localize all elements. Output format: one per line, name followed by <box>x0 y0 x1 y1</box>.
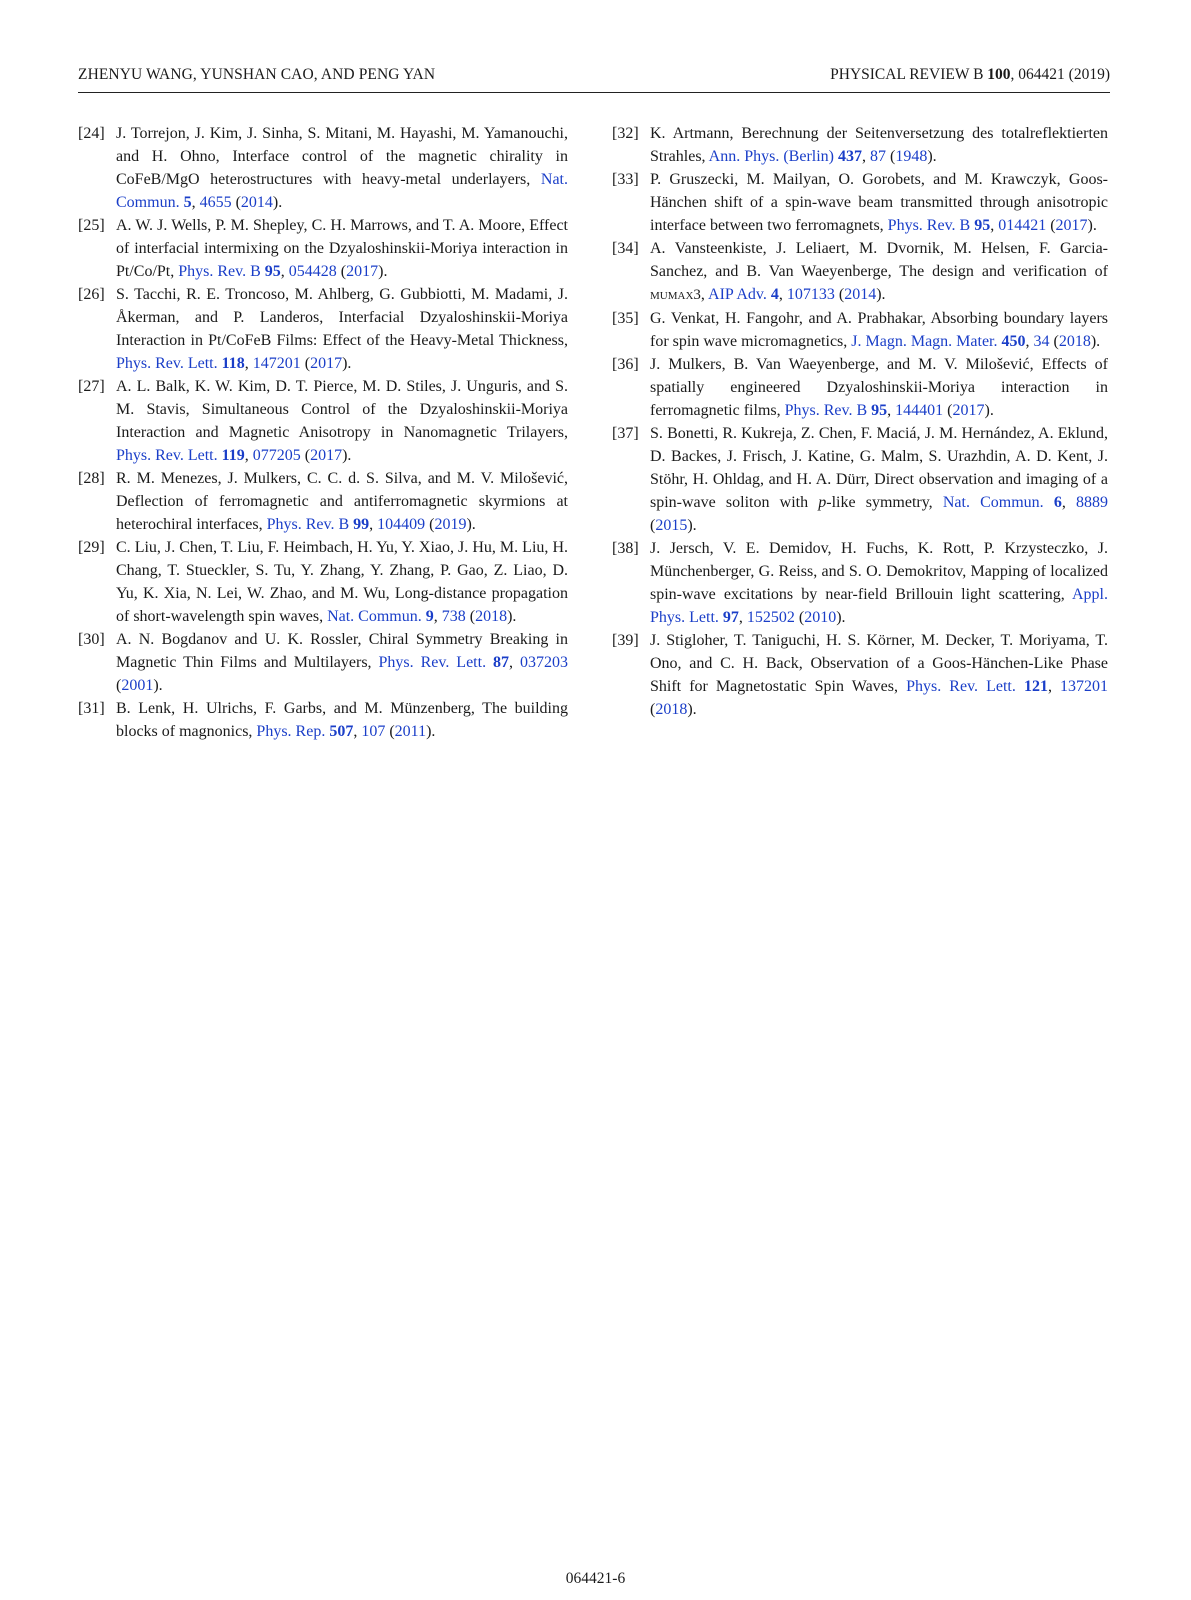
reference-text: S. Tacchi, R. E. Troncoso, M. Ahlberg, G. Gubbiotti, M. Madami, J. Åkerman, and P. Landeros, Interfacial Dzyaloshinskii-Moriya Interaction in Pt/CoFeB Films: Effect of the Heavy-Metal Thickness, <box>116 286 568 349</box>
references-left-column <box>78 122 568 743</box>
running-header <box>78 66 1110 93</box>
volume-link[interactable]: 4 <box>770 286 779 303</box>
journal-link[interactable]: J. Magn. Magn. Mater. <box>851 333 998 350</box>
journal-link[interactable]: Nat. Commun. <box>942 494 1044 511</box>
page-link[interactable]: 137201 <box>1060 678 1109 695</box>
reference-text: A. L. Balk, K. W. Kim, D. T. Pierce, M. D. Stiles, J. Unguris, and S. M. Stavis, Simultaneous Control of the Dzyaloshinskii-Moriya Interaction and Magnetic Anisotropy in Nanomagnetic Trilayers, <box>116 378 568 441</box>
reference-number: [35] <box>612 310 639 327</box>
reference-number: [28] <box>78 470 105 487</box>
reference-24: [24] J. Torrejon, J. Kim, J. Sinha, S. Mitani, M. Hayashi, M. Yamanouchi, and H. Ohno, Interface control of the magnetic chirality in CoFeB/MgO heterostructures with heavy-metal underlayers, Nat. Commun. 5, 4655 (2014). <box>78 122 568 214</box>
reference-text: R. M. Menezes, J. Mulkers, C. C. d. S. Silva, and M. V. Milošević, Deflection of ferromagnetic and antiferromagnetic skyrmions at heterochiral interfaces, <box>116 470 568 533</box>
volume-link[interactable]: 87 <box>493 654 510 671</box>
page-link[interactable]: 144401 <box>895 402 944 419</box>
reference-number: [25] <box>78 217 105 234</box>
page-link[interactable]: 34 <box>1033 333 1050 350</box>
volume-link[interactable]: 9 <box>425 608 434 625</box>
page-link[interactable]: 107 <box>361 723 386 740</box>
year-link[interactable]: 2018 <box>1058 333 1091 350</box>
reference-number: [38] <box>612 540 639 557</box>
page-link[interactable]: 037203 <box>520 654 569 671</box>
reference-number: [27] <box>78 378 105 395</box>
page-link[interactable]: 738 <box>441 608 466 625</box>
reference-26: [26] S. Tacchi, R. E. Troncoso, M. Ahlberg, G. Gubbiotti, M. Madami, J. Åkerman, and P. Landeros, Interfacial Dzyaloshinskii-Moriya Interaction in Pt/CoFeB Films: Effect of the Heavy-Metal Thickness, Phys. Rev. Lett. 118, 147201 (2017). <box>78 283 568 375</box>
year-link[interactable]: 2017 <box>310 355 343 372</box>
year-link[interactable]: 2011 <box>394 723 427 740</box>
reference-number: [26] <box>78 286 105 303</box>
journal-link[interactable]: Nat. Commun. <box>327 608 422 625</box>
volume-link[interactable]: 97 <box>722 609 739 626</box>
year-link[interactable]: 2010 <box>804 609 837 626</box>
references-right-column <box>612 122 1108 721</box>
reference-text-continued: -like symmetry, <box>826 494 943 511</box>
header-journal-suffix: , 064421 (2019) <box>1010 66 1110 83</box>
volume-link[interactable]: 437 <box>838 148 862 165</box>
italic-symbol: p <box>818 494 827 511</box>
reference-number: [36] <box>612 356 639 373</box>
reference-30: [30] A. N. Bogdanov and U. K. Rossler, Chiral Symmetry Breaking in Magnetic Thin Films and Multilayers, Phys. Rev. Lett. 87, 037203 (2001). <box>78 628 568 697</box>
page-link[interactable]: 104409 <box>377 516 426 533</box>
volume-link[interactable]: 118 <box>221 355 245 372</box>
reference-number: [29] <box>78 539 105 556</box>
volume-link[interactable]: 450 <box>1001 333 1026 350</box>
reference-number: [34] <box>612 240 639 257</box>
reference-number: [37] <box>612 425 639 442</box>
reference-37: [37] S. Bonetti, R. Kukreja, Z. Chen, F. Maciá, J. M. Hernández, A. Eklund, D. Backes, J. Frisch, J. Katine, G. Malm, S. Urazhdin, A. D. Kent, J. Stöhr, H. Ohldag, and H. A. Dürr, Direct observation and imaging of a spin-wave soliton with p-like symmetry, Nat. Commun. 6, 8889 (2015). <box>612 422 1108 537</box>
page-link[interactable]: 4655 <box>199 194 232 211</box>
journal-link[interactable]: Phys. Rev. Lett. <box>116 447 218 464</box>
reference-39: [39] J. Stigloher, T. Taniguchi, H. S. Körner, M. Decker, T. Moriyama, T. Ono, and C. H. Back, Observation of a Goos-Hänchen-Like Phase Shift for Magnetostatic Spin Waves, Phys. Rev. Lett. 121, 137201 (2018). <box>612 629 1108 721</box>
year-link[interactable]: 2018 <box>655 701 688 718</box>
journal-link[interactable]: Phys. Rev. B <box>178 263 261 280</box>
volume-link[interactable]: 121 <box>1023 678 1048 695</box>
reference-34: [34] A. Vansteenkiste, J. Leliaert, M. Dvornik, M. Helsen, F. Garcia-Sanchez, and B. Van Waeyenberge, The design and verification of mumax3, AIP Adv. 4, 107133 (2014). <box>612 237 1108 307</box>
header-authors: ZHENYU WANG, YUNSHAN CAO, AND PENG YAN <box>78 66 436 83</box>
reference-35: [35] G. Venkat, H. Fangohr, and A. Prabhakar, Absorbing boundary layers for spin wave micromagnetics, J. Magn. Magn. Mater. 450, 34 (2018). <box>612 307 1108 353</box>
reference-number: [32] <box>612 125 639 142</box>
page-link[interactable]: 107133 <box>786 286 835 303</box>
reference-text: S. Bonetti, R. Kukreja, Z. Chen, F. Maciá, J. M. Hernández, A. Eklund, D. Backes, J. Frisch, J. Katine, G. Malm, S. Urazhdin, A. D. Kent, J. Stöhr, H. Ohldag, and H. A. Dürr, Direct observation and imaging of a spin-wave soliton with <box>650 425 1108 511</box>
reference-text: A. N. Bogdanov and U. K. Rossler, Chiral Symmetry Breaking in Magnetic Thin Films and Multilayers, <box>116 631 568 671</box>
reference-text: J. Torrejon, J. Kim, J. Sinha, S. Mitani, M. Hayashi, M. Yamanouchi, and H. Ohno, Interface control of the magnetic chirality in CoFeB/MgO heterostructures with heavy-metal underlayers, <box>116 125 568 188</box>
reference-text: K. Artmann, Berechnung der Seitenversetzung des totalreflektierten Strahles, <box>650 125 1108 165</box>
year-link[interactable]: 2001 <box>121 677 154 694</box>
header-journal-prefix: PHYSICAL REVIEW B <box>830 66 984 83</box>
year-link[interactable]: 2017 <box>952 402 985 419</box>
page-link[interactable]: 152502 <box>746 609 795 626</box>
journal-link[interactable]: Phys. Rev. B <box>266 516 350 533</box>
journal-link[interactable]: Appl. Phys. Lett. <box>650 586 1108 626</box>
reference-29: [29] C. Liu, J. Chen, T. Liu, F. Heimbach, H. Yu, Y. Xiao, J. Hu, M. Liu, H. Chang, T. Stueckler, S. Tu, Y. Zhang, Y. Zhang, P. Gao, Z. Liao, D. Yu, K. Xia, N. Lei, W. Zhao, and M. Wu, Long-distance propagation of short-wavelength spin waves, Nat. Commun. 9, 738 (2018). <box>78 536 568 628</box>
reference-36: [36] J. Mulkers, B. Van Waeyenberge, and M. V. Milošević, Effects of spatially engineered Dzyaloshinskii-Moriya interaction in ferromagnetic films, Phys. Rev. B 95, 144401 (2017). <box>612 353 1108 422</box>
volume-link[interactable]: 5 <box>183 194 192 211</box>
reference-text: A. Vansteenkiste, J. Leliaert, M. Dvornik, M. Helsen, F. Garcia-Sanchez, and B. Van Waeyenberge, The design and verification of <box>650 240 1108 280</box>
reference-text: G. Venkat, H. Fangohr, and A. Prabhakar, Absorbing boundary layers for spin wave micromagnetics, <box>650 310 1108 350</box>
reference-31: [31] B. Lenk, H. Ulrichs, F. Garbs, and M. Münzenberg, The building blocks of magnonics, Phys. Rep. 507, 107 (2011). <box>78 697 568 743</box>
year-link[interactable]: 2017 <box>346 263 379 280</box>
journal-link[interactable]: Phys. Rep. <box>256 723 326 740</box>
page-link[interactable]: 8889 <box>1076 494 1109 511</box>
volume-link[interactable]: 6 <box>1053 494 1062 511</box>
reference-text: J. Stigloher, T. Taniguchi, H. S. Körner, M. Decker, T. Moriyama, T. Ono, and C. H. Back, Observation of a Goos-Hänchen-Like Phase Shift for Magnetostatic Spin Waves, <box>650 632 1108 695</box>
journal-link[interactable]: AIP Adv. <box>708 286 767 303</box>
volume-link[interactable]: 95 <box>871 402 888 419</box>
journal-link[interactable]: Phys. Rev. Lett. <box>116 355 218 372</box>
reference-38: [38] J. Jersch, V. E. Demidov, H. Fuchs, K. Rott, P. Krzysteczko, J. Münchenberger, G. Reiss, and S. O. Demokritov, Mapping of localized spin-wave excitations by near-field Brillouin light scattering, Appl. Phys. Lett. 97, 152502 (2010). <box>612 537 1108 629</box>
reference-text: J. Jersch, V. E. Demidov, H. Fuchs, K. Rott, P. Krzysteczko, J. Münchenberger, G. Reiss, and S. O. Demokritov, Mapping of localized spin-wave excitations by near-field Brillouin light scattering, <box>650 540 1108 603</box>
reference-number: [39] <box>612 632 639 649</box>
reference-32: [32] K. Artmann, Berechnung der Seitenversetzung des totalreflektierten Strahles, Ann. Phys. (Berlin) 437, 87 (1948). <box>612 122 1108 168</box>
software-name: mumax3 <box>650 287 701 303</box>
year-link[interactable]: 2017 <box>310 447 343 464</box>
volume-link[interactable]: 95 <box>264 263 281 280</box>
reference-28: [28] R. M. Menezes, J. Mulkers, C. C. d. S. Silva, and M. V. Milošević, Deflection of ferromagnetic and antiferromagnetic skyrmions at heterochiral interfaces, Phys. Rev. B 99, 104409 (2019). <box>78 467 568 536</box>
year-link[interactable]: 2014 <box>240 194 273 211</box>
journal-link[interactable]: Phys. Rev. B <box>784 402 868 419</box>
year-link[interactable]: 1948 <box>895 148 928 165</box>
journal-link[interactable]: Ann. Phys. (Berlin) <box>708 148 834 165</box>
journal-link[interactable]: Nat. Commun. <box>116 171 568 211</box>
year-link[interactable]: 2014 <box>844 286 877 303</box>
page-link[interactable]: 147201 <box>252 355 301 372</box>
page-number: 064421-6 <box>565 1570 626 1587</box>
reference-33: [33] P. Gruszecki, M. Mailyan, O. Gorobets, and M. Krawczyk, Goos-Hänchen shift of a spin-wave beam transmitted through anisotropic interface between two ferromagnets, Phys. Rev. B 95, 014421 (2017). <box>612 168 1108 237</box>
year-link[interactable]: 2015 <box>655 517 688 534</box>
reference-25: [25] A. W. J. Wells, P. M. Shepley, C. H. Marrows, and T. A. Moore, Effect of interfacial intermixing on the Dzyaloshinskii-Moriya interaction in Pt/Co/Pt, Phys. Rev. B 95, 054428 (2017). <box>78 214 568 283</box>
volume-link[interactable]: 507 <box>329 723 354 740</box>
page-link[interactable]: 054428 <box>288 263 337 280</box>
volume-link[interactable]: 99 <box>353 516 370 533</box>
reference-number: [30] <box>78 631 105 648</box>
volume-link[interactable]: 95 <box>974 217 991 234</box>
journal-link[interactable]: Phys. Rev. B <box>887 217 971 234</box>
year-link[interactable]: 2019 <box>434 516 467 533</box>
journal-link[interactable]: Phys. Rev. Lett. <box>378 654 487 671</box>
reference-27: [27] A. L. Balk, K. W. Kim, D. T. Pierce, M. D. Stiles, J. Unguris, and S. M. Stavis, Simultaneous Control of the Dzyaloshinskii-Moriya Interaction and Magnetic Anisotropy in Nanomagnetic Trilayers, Phys. Rev. Lett. 119, 077205 (2017). <box>78 375 568 467</box>
reference-text: P. Gruszecki, M. Mailyan, O. Gorobets, and M. Krawczyk, Goos-Hänchen shift of a spin-wave beam transmitted through anisotropic interface between two ferromagnets, <box>650 171 1108 234</box>
reference-text: J. Mulkers, B. Van Waeyenberge, and M. V. Milošević, Effects of spatially engineered Dzyaloshinskii-Moriya interaction in ferromagnetic films, <box>650 356 1108 419</box>
page-link[interactable]: 87 <box>870 148 886 165</box>
journal-link[interactable]: Phys. Rev. Lett. <box>906 678 1016 695</box>
year-link[interactable]: 2017 <box>1055 217 1088 234</box>
reference-number: [24] <box>78 125 105 142</box>
reference-text: A. W. J. Wells, P. M. Shepley, C. H. Marrows, and T. A. Moore, Effect of interfacial intermixing on the Dzyaloshinskii-Moriya interaction in Pt/Co/Pt, <box>116 217 568 280</box>
reference-number: [31] <box>78 700 105 717</box>
year-link[interactable]: 2018 <box>475 608 508 625</box>
header-journal <box>830 66 1110 84</box>
volume-link[interactable]: 119 <box>221 447 245 464</box>
page-link[interactable]: 014421 <box>998 217 1047 234</box>
reference-number: [33] <box>612 171 639 188</box>
reference-text: B. Lenk, H. Ulrichs, F. Garbs, and M. Münzenberg, The building blocks of magnonics, <box>116 700 568 740</box>
header-journal-volume: 100 <box>987 66 1011 83</box>
reference-text: C. Liu, J. Chen, T. Liu, F. Heimbach, H. Yu, Y. Xiao, J. Hu, M. Liu, H. Chang, T. Stueckler, S. Tu, Y. Zhang, Y. Zhang, P. Gao, Z. Liao, D. Yu, K. Xia, N. Lei, W. Zhao, and M. Wu, Long-distance propagation of short-wavelength spin waves, <box>116 539 568 625</box>
page-link[interactable]: 077205 <box>252 447 301 464</box>
